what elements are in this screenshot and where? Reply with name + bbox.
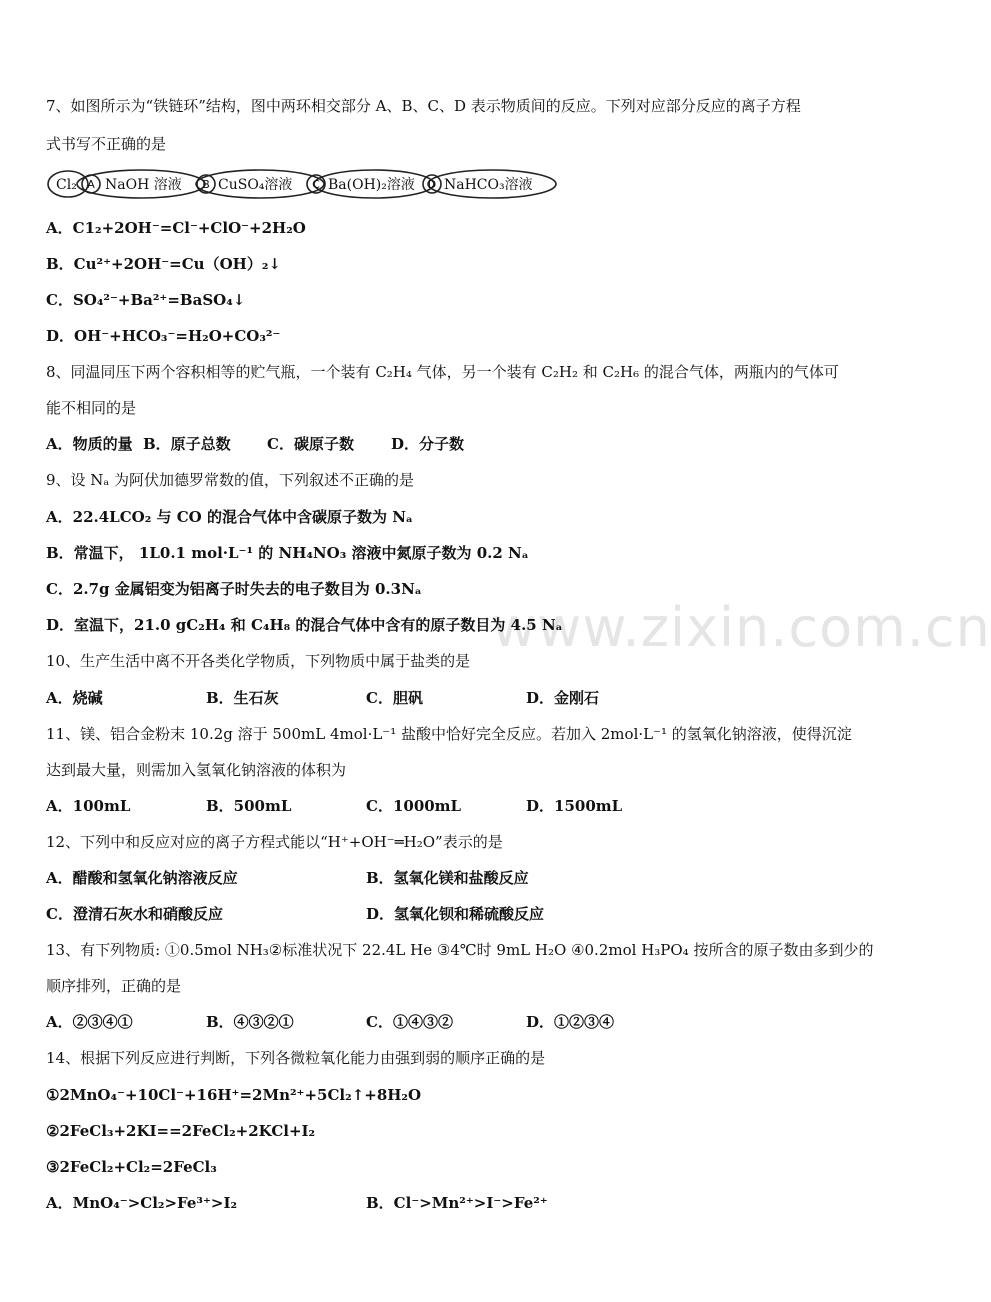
q14-options-row1 <box>46 1193 880 1213</box>
q12-options-row1 <box>46 868 880 888</box>
q13-options <box>46 1012 880 1032</box>
q9-stem: 9、设 Nₐ 为阿伏加德罗常数的值，下列叙述不正确的是 <box>46 471 414 489</box>
q12-option-c: C．澄清石灰水和硝酸反应 <box>46 905 223 923</box>
q11-stem-line2: 达到最大量，则需加入氢氧化钠溶液的体积为 <box>46 761 347 779</box>
q8-option-c: C．碳原子数 <box>267 435 354 453</box>
q12-option-a: A．醋酸和氢氧化钠溶液反应 <box>46 869 238 887</box>
q12-option-d: D．氢氧化钡和稀硫酸反应 <box>366 905 545 923</box>
q14-option-a: A．MnO₄⁻>Cl₂>Fe³⁺>I₂ <box>46 1194 238 1212</box>
q10-option-b: B．生石灰 <box>206 689 279 707</box>
chain-marker-label-a: A <box>87 178 95 191</box>
chain-marker-label-b: B <box>202 178 210 191</box>
q9-option-c: C．2.7g 金属铝变为铝离子时失去的电子数目为 0.3Nₐ <box>46 580 422 598</box>
q11-options <box>46 796 880 816</box>
q13-stem-line1: 13、有下列物质: ①0.5mol NH₃②标准状况下 22.4L He ③4℃时 9mL H₂O ④0.2mol H₃PO₄ 按所含的原子数由多到少的 <box>46 941 874 959</box>
iron-chain-diagram <box>46 166 558 202</box>
q9-option-b: B．常温下， 1L0.1 mol·L⁻¹ 的 NH₄NO₃ 溶液中氮原子数为 0.2 Nₐ <box>46 544 529 562</box>
chain-ring-label-3: CuSO₄溶液 <box>218 177 293 193</box>
q14-stem: 14、根据下列反应进行判断，下列各微粒氧化能力由强到弱的顺序正确的是 <box>46 1049 546 1067</box>
q12-stem: 12、下列中和反应对应的离子方程式能以“H⁺+OH⁻═H₂O”表示的是 <box>46 833 503 851</box>
q7-stem-line1: 7、如图所示为“铁链环”结构，图中两环相交部分 A、B、C、D 表示物质间的反应。下列对应部分反应的离子方程 <box>46 97 801 115</box>
q8-option-d: D．分子数 <box>391 435 465 453</box>
chain-ring-label-4: Ba(OH)₂溶液 <box>328 177 415 193</box>
chain-ring-label-1: Cl₂ <box>56 177 77 193</box>
q7-option-a: A．C1₂+2OH⁻=Cl⁻+ClO⁻+2H₂O <box>46 219 306 237</box>
q10-stem: 10、生产生活中离不开各类化学物质，下列物质中属于盐类的是 <box>46 652 471 670</box>
q8-option-b: B．原子总数 <box>143 435 231 453</box>
q11-option-a: A．100mL <box>46 797 131 815</box>
q8-option-a: A．物质的量 <box>46 435 133 453</box>
chain-marker-label-d: D <box>427 178 437 191</box>
q11-option-b: B．500mL <box>206 797 292 815</box>
q8-stem-line2: 能不相同的是 <box>46 399 137 417</box>
chain-ring-label-2: NaOH 溶液 <box>105 177 182 193</box>
q10-options <box>46 688 880 708</box>
q8-options <box>46 434 880 454</box>
q14-option-b: B．Cl⁻>Mn²⁺>I⁻>Fe²⁺ <box>366 1194 548 1212</box>
q14-reaction-1: ①2MnO₄⁻+10Cl⁻+16H⁺=2Mn²⁺+5Cl₂↑+8H₂O <box>46 1086 422 1104</box>
chain-marker-label-c: C <box>312 178 320 191</box>
q12-options-row2 <box>46 904 880 924</box>
q13-option-b: B．④③②① <box>206 1013 294 1031</box>
q7-stem-line2: 式书写不正确的是 <box>46 135 167 153</box>
q10-option-c: C．胆矾 <box>366 689 423 707</box>
q13-option-c: C．①④③② <box>366 1013 453 1031</box>
q9-option-a: A．22.4LCO₂ 与 CO 的混合气体中含碳原子数为 Nₐ <box>46 508 413 526</box>
q7-option-c: C．SO₄²⁻+Ba²⁺=BaSO₄↓ <box>46 291 246 309</box>
q13-option-d: D．①②③④ <box>526 1013 615 1031</box>
q11-option-c: C．1000mL <box>366 797 462 815</box>
q12-option-b: B．氢氧化镁和盐酸反应 <box>366 869 529 887</box>
q7-option-d: D．OH⁻+HCO₃⁻=H₂O+CO₃²⁻ <box>46 327 281 345</box>
q14-reaction-2: ②2FeCl₃+2KI==2FeCl₂+2KCl+I₂ <box>46 1122 316 1140</box>
q10-option-a: A．烧碱 <box>46 689 103 707</box>
q11-stem-line1: 11、镁、铝合金粉末 10.2g 溶于 500mL 4mol·L⁻¹ 盐酸中恰好完全反应。若加入 2mol·L⁻¹ 的氢氧化钠溶液，使得沉淀 <box>46 725 852 743</box>
q10-option-d: D．金刚石 <box>526 689 600 707</box>
chain-ring-label-5: NaHCO₃溶液 <box>444 177 533 193</box>
q13-option-a: A．②③④① <box>46 1013 133 1031</box>
q11-option-d: D．1500mL <box>526 797 623 815</box>
watermark: www.zixin.com.cn <box>492 596 991 659</box>
q14-reaction-3: ③2FeCl₂+Cl₂=2FeCl₃ <box>46 1158 217 1176</box>
q9-option-d: D．室温下，21.0 gC₂H₄ 和 C₄H₈ 的混合气体中含有的原子数目为 4.5 Nₐ <box>46 616 563 634</box>
q8-stem-line1: 8、同温同压下两个容积相等的贮气瓶，一个装有 C₂H₄ 气体，另一个装有 C₂H₂ 和 C₂H₆ 的混合气体，两瓶内的气体可 <box>46 363 839 381</box>
q7-option-b: B．Cu²⁺+2OH⁻=Cu（OH）₂↓ <box>46 255 281 273</box>
q13-stem-line2: 顺序排列，正确的是 <box>46 977 182 995</box>
